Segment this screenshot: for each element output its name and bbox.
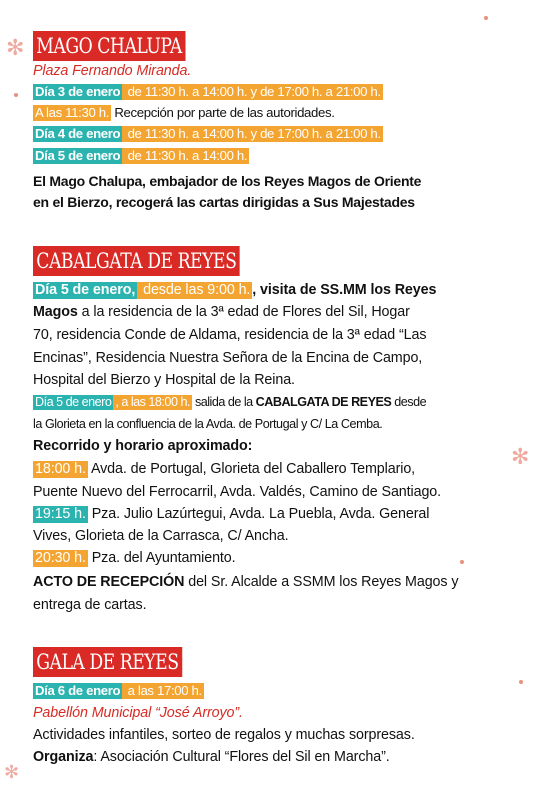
body-line: Hospital del Bierzo y Hospital de la Reina. bbox=[33, 372, 295, 388]
description-text: en el Bierzo, recogerá las cartas dirigidas a Sus Majestades bbox=[33, 194, 415, 210]
body-line: Encinas”, Residencia Nuestra Señora de la Encina de Campo, bbox=[33, 350, 423, 366]
date-badge: Día 5 de enero bbox=[35, 395, 112, 409]
body-line: la Glorieta en la confluencia de la Avda. de Portugal y C/ La Cemba. bbox=[33, 417, 383, 431]
subheading: Recorrido y horario aproximado: bbox=[33, 438, 253, 454]
location-text: Plaza Fernando Miranda. bbox=[33, 63, 192, 79]
time-badge: A las 11:30 h. bbox=[35, 105, 110, 120]
time-badge: a las 17:00 h. bbox=[124, 683, 202, 698]
date-badge: Día 5 de enero bbox=[35, 148, 121, 163]
location-text: Pabellón Municipal “José Arroyo”. bbox=[33, 705, 243, 721]
body-line bbox=[33, 748, 390, 766]
decor-dot bbox=[519, 680, 523, 684]
bold-text: Magos bbox=[33, 304, 78, 320]
schedule-line bbox=[33, 147, 249, 165]
route-line bbox=[33, 549, 236, 567]
snowflake-icon: ✻ bbox=[4, 762, 20, 783]
date-badge: Día 3 de enero bbox=[35, 84, 121, 99]
time-badge: , a las 18:00 h. bbox=[115, 395, 190, 409]
bold-text: Organiza bbox=[33, 749, 94, 765]
time-badge: de 11:30 h. a 14:00 h. bbox=[124, 148, 248, 163]
time-badge: de 11:30 h. a 14:00 h. y de 17:00 h. a 21:00 h. bbox=[124, 126, 381, 141]
decor-dot bbox=[460, 560, 464, 564]
time-badge: 19:15 h. bbox=[35, 506, 86, 522]
route-text: Avda. de Portugal, Glorieta del Caballero Templario, bbox=[87, 461, 416, 477]
decor-dot bbox=[484, 16, 488, 20]
schedule-text: desde bbox=[391, 395, 427, 409]
snowflake-icon: ✻ bbox=[511, 445, 530, 470]
route-line bbox=[33, 505, 429, 523]
schedule-line bbox=[33, 281, 436, 299]
body-text: : Asociación Cultural “Flores del Sil en Marcha”. bbox=[93, 749, 390, 765]
body-text: del Sr. Alcalde a SSMM los Reyes Magos y bbox=[184, 574, 459, 590]
body-line bbox=[33, 573, 458, 591]
schedule-line bbox=[33, 125, 383, 143]
time-badge: de 11:30 h. a 14:00 h. y de 17:00 h. a 21:00 h. bbox=[124, 84, 381, 99]
section-title-cabalgata: CABALGATA DE REYES bbox=[33, 246, 240, 276]
bold-text: CABALGATA DE REYES bbox=[255, 395, 392, 409]
time-badge: 18:00 h. bbox=[35, 461, 86, 477]
date-badge: Día 6 de enero bbox=[35, 683, 121, 698]
body-text: a la residencia de la 3ª edad de Flores del Sil, Hogar bbox=[77, 304, 410, 320]
body-line: Actividades infantiles, sorteo de regalos y muchas sorpresas. bbox=[33, 727, 415, 743]
route-text: Pza. Julio Lazúrtegui, Avda. La Puebla, Avda. General bbox=[87, 506, 430, 522]
section-title-gala: GALA DE REYES bbox=[33, 647, 182, 677]
body-line: entrega de cartas. bbox=[33, 597, 147, 613]
schedule-line bbox=[33, 393, 426, 411]
bold-text: ACTO DE RECEPCIÓN bbox=[33, 574, 185, 590]
decor-dot bbox=[14, 93, 18, 97]
snowflake-icon: ✻ bbox=[6, 36, 25, 61]
time-badge: desde las 9:00 h. bbox=[139, 282, 251, 298]
schedule-text: , visita de SS.MM los Reyes bbox=[252, 282, 437, 298]
date-badge: Día 4 de enero bbox=[35, 126, 121, 141]
schedule-line bbox=[33, 682, 204, 700]
time-badge: 20:30 h. bbox=[35, 550, 86, 566]
section-title-mago-chalupa: MAGO CHALUPA bbox=[33, 31, 185, 61]
route-line: Puente Nuevo del Ferrocarril, Avda. Valdés, Camino de Santiago. bbox=[33, 484, 442, 500]
description-text: El Mago Chalupa, embajador de los Reyes Magos de Oriente bbox=[33, 173, 422, 189]
route-line: Vives, Glorieta de la Carrasca, C/ Ancha. bbox=[33, 528, 289, 544]
route-text: Pza. del Ayuntamiento. bbox=[87, 550, 236, 566]
route-line bbox=[33, 460, 415, 478]
schedule-line bbox=[33, 83, 383, 101]
body-line: 70, residencia Conde de Aldama, residencia de la 3ª edad “Las bbox=[33, 327, 427, 343]
schedule-line bbox=[33, 104, 335, 122]
date-badge: Día 5 de enero, bbox=[35, 282, 136, 298]
body-line bbox=[33, 303, 410, 321]
schedule-text: salida de la bbox=[191, 395, 256, 409]
schedule-text: Recepción por parte de las autoridades. bbox=[111, 105, 335, 120]
